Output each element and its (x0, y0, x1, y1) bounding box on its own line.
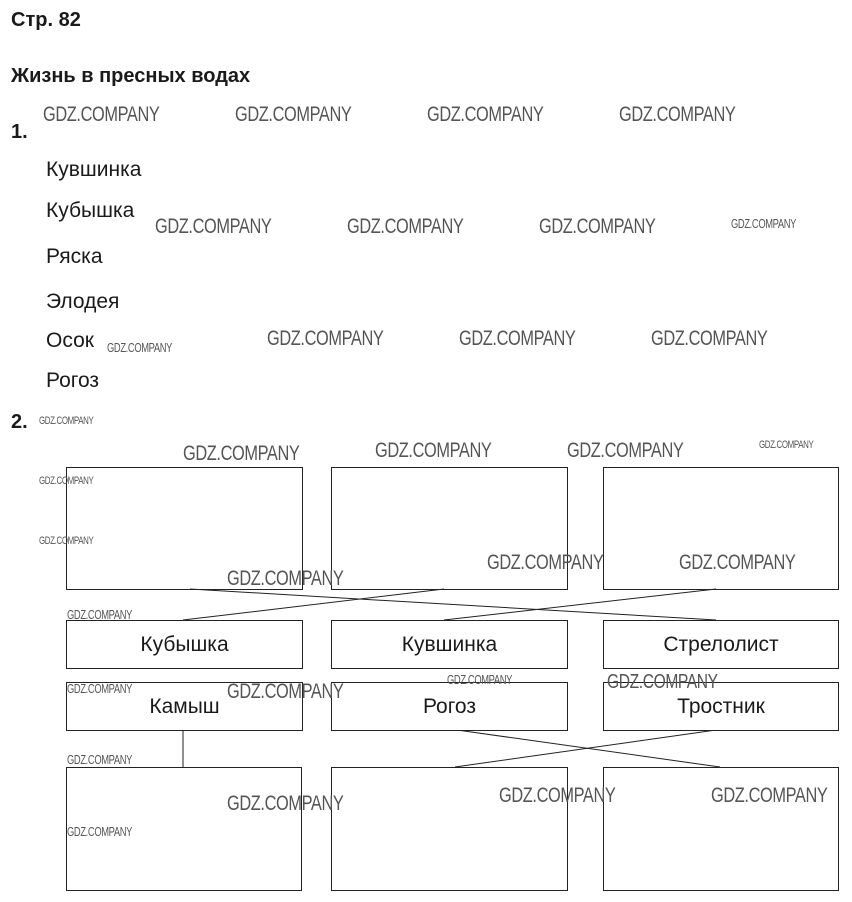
plant-item: Кубышка (46, 199, 135, 222)
plant-item: Осок (46, 329, 94, 352)
watermark: GDZ.COMPANY (39, 415, 94, 427)
watermark: GDZ.COMPANY (227, 680, 344, 703)
plant-label-box: Кувшинка (331, 620, 568, 669)
plant-label-box: Рогоз (331, 682, 568, 731)
connector-line (190, 589, 716, 620)
watermark: GDZ.COMPANY (459, 327, 576, 350)
watermark: GDZ.COMPANY (711, 784, 828, 807)
watermark: GDZ.COMPANY (43, 103, 160, 126)
watermark: GDZ.COMPANY (487, 551, 604, 574)
watermark: GDZ.COMPANY (539, 215, 656, 238)
watermark: GDZ.COMPANY (227, 567, 344, 590)
watermark: GDZ.COMPANY (447, 672, 513, 687)
plant-label-box: Стрелолист (603, 620, 839, 669)
plant-item: Элодея (46, 290, 120, 313)
watermark: GDZ.COMPANY (67, 607, 133, 622)
watermark: GDZ.COMPANY (607, 671, 718, 693)
watermark: GDZ.COMPANY (347, 215, 464, 238)
task-2-number: 2. (11, 411, 28, 433)
watermark: GDZ.COMPANY (67, 824, 133, 839)
watermark: GDZ.COMPANY (235, 103, 352, 126)
watermark: GDZ.COMPANY (375, 439, 492, 462)
plant-label-box: Кубышка (66, 620, 303, 669)
section-title: Жизнь в пресных водах (11, 65, 251, 87)
plant-item: Ряска (46, 245, 103, 268)
watermark: GDZ.COMPANY (731, 216, 797, 231)
connector-line (444, 589, 716, 620)
watermark: GDZ.COMPANY (427, 103, 544, 126)
watermark: GDZ.COMPANY (39, 535, 94, 547)
watermark: GDZ.COMPANY (67, 752, 133, 767)
watermark: GDZ.COMPANY (759, 439, 814, 451)
watermark: GDZ.COMPANY (651, 327, 768, 350)
watermark: GDZ.COMPANY (227, 792, 344, 815)
watermark: GDZ.COMPANY (107, 340, 173, 355)
plant-label-box: Камыш (66, 682, 303, 731)
watermark: GDZ.COMPANY (567, 439, 684, 462)
connector-line (183, 589, 444, 620)
watermark: GDZ.COMPANY (183, 442, 300, 465)
plant-item: Кувшинка (46, 158, 142, 181)
watermark: GDZ.COMPANY (619, 103, 736, 126)
plant-label-box: Тростник (603, 682, 839, 731)
watermark: GDZ.COMPANY (67, 681, 133, 696)
page-title: Стр. 82 (11, 9, 81, 31)
watermark: GDZ.COMPANY (155, 215, 272, 238)
watermark: GDZ.COMPANY (679, 551, 796, 574)
task-1-number: 1. (11, 121, 28, 143)
watermark: GDZ.COMPANY (39, 475, 94, 487)
watermark: GDZ.COMPANY (499, 784, 616, 807)
watermark: GDZ.COMPANY (267, 327, 384, 350)
plant-item: Рогоз (46, 369, 100, 392)
